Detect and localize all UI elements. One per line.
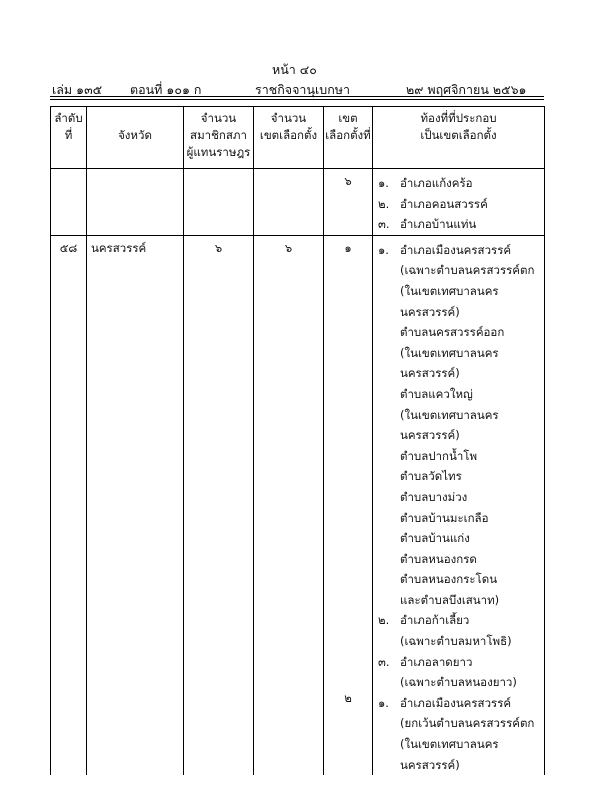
area-line: ตำบลแควใหญ่ [400, 386, 473, 401]
order-number: ๕๘ [59, 240, 78, 255]
area-line: ตำบลหนองกรด [400, 551, 477, 566]
header-district-no: เขต เลือกตั้งที่ [324, 107, 373, 169]
header-province: จังหวัด [87, 107, 184, 169]
area-line: (ในเขตเทศบาลนคร [400, 345, 499, 360]
area-line: ๑. อำเภอเมืองนครสวรรค์ [378, 695, 512, 710]
district-number: ๑ [344, 240, 352, 255]
area-line: (ในเขตเทศบาลนคร [400, 737, 499, 752]
area-line: ตำบลปากน้ำโพ [400, 448, 478, 463]
area-line: ตำบลบางม่วง [400, 489, 468, 504]
areas-district-2 [373, 693, 544, 775]
province-name: นครสวรรค์ [91, 240, 147, 255]
area-line: (เฉพาะตำบลมหาโพธิ) [400, 634, 512, 649]
header-areas: ท้องที่ที่ประกอบ เป็นเขตเลือกตั้ง [373, 107, 545, 169]
header-order: ลำดับ ที่ [51, 107, 87, 169]
header-members: จำนวน สมาชิกสภา ผู้แทนราษฎร [184, 107, 254, 169]
area-line: ๓. อำเภอบ้านแท่น [378, 217, 477, 232]
area-line: ตำบลบ้านมะเกลือ [400, 510, 489, 525]
area-line: ตำบลวัดไทร [400, 469, 462, 484]
volume-label: เล่ม ๑๓๕ [52, 82, 103, 97]
area-line: ตำบลนครสวรรค์ออก [400, 325, 505, 340]
publication-date: ๒๙ พฤศจิกายน ๒๕๖๑ [406, 82, 527, 97]
area-line: (เฉพาะตำบลหนองยาว) [400, 675, 517, 690]
header-districts-count: จำนวน เขตเลือกตั้ง [254, 107, 324, 169]
header-rule-top [50, 96, 544, 97]
area-line: (ยกเว้นตำบลนครสวรรค์ตก [400, 716, 535, 731]
gazette-title: ราชกิจจานุเบกษา [255, 82, 351, 97]
page-number: หน้า ๔๐ [272, 62, 317, 77]
area-line: ตำบลหนองกระโดน [400, 572, 498, 587]
area-line: ๒. อำเภอก้าเลี้ยว [378, 613, 470, 628]
area-line: นครสวรรค์) [400, 428, 460, 443]
area-line: (เฉพาะตำบลนครสวรรค์ตก [400, 263, 535, 278]
area-line: (ในเขตเทศบาลนคร [400, 283, 499, 298]
district-number: ๖ [344, 174, 352, 188]
area-line: และตำบลบึงเสนาท) [400, 592, 500, 607]
area-line: ๓. อำเภอลาดยาว [378, 654, 473, 669]
issue-label: ตอนที่ ๑๐๑ ก [130, 82, 202, 97]
area-line: ๑. อำเภอแก้งคร้อ [378, 176, 473, 190]
table-row [51, 169, 545, 236]
header-rule-bottom [50, 99, 544, 100]
areas-district-1 [373, 236, 544, 693]
area-line: (ในเขตเทศบาลนคร [400, 407, 499, 422]
members-count: ๖ [214, 240, 223, 255]
area-line: นครสวรรค์) [400, 304, 460, 319]
district-number: ๒ [344, 690, 352, 705]
table-row [51, 235, 545, 775]
constituency-table [50, 106, 545, 775]
districts-count: ๖ [284, 240, 293, 255]
area-line: ตำบลบ้านแก่ง [400, 531, 470, 546]
area-line: ๑. อำเภอเมืองนครสวรรค์ [378, 242, 512, 257]
area-line: นครสวรรค์) [400, 757, 460, 772]
table-header-row [51, 107, 545, 169]
area-line: ๒. อำเภอคอนสวรรค์ [378, 196, 488, 211]
area-line: นครสวรรค์) [400, 366, 460, 381]
